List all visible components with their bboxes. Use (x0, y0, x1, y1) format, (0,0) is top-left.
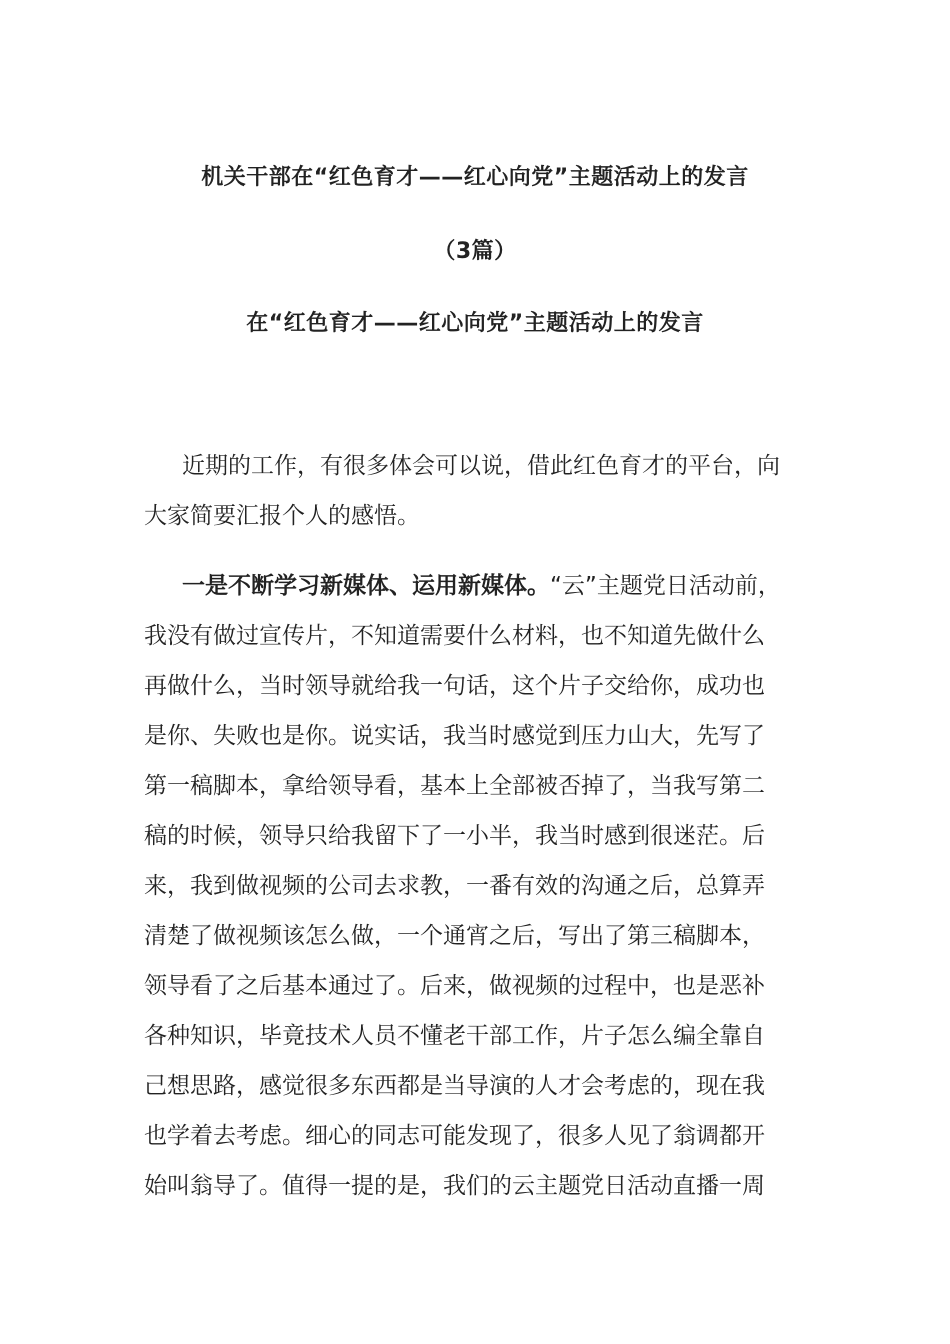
document-subtitle: 在“红色育才——红心向党”主题活动上的发言 (246, 311, 704, 336)
document-title: 机关干部在“红色育才——红心向党”主题活动上的发言 (201, 165, 749, 190)
paragraph-first-line (144, 561, 816, 611)
paragraph-line: 近期的工作，有很多体会可以说，借此红色育才的平台，向 (182, 453, 780, 479)
paragraph-intro (144, 441, 816, 541)
paragraph-line: 我没有做过宣传片，不知道需要什么材料，也不知道先做什么 (144, 623, 765, 649)
paragraph-line: 是你、失败也是你。说实话，我当时感觉到压力山大，先写了 (144, 723, 765, 749)
paragraph-line: 各种知识，毕竟技术人员不懂老干部工作，片子怎么编全靠自 (144, 1023, 765, 1049)
paragraph-line: 清楚了做视频该怎么做，一个通宵之后，写出了第三稿脚本， (144, 923, 765, 949)
document-title-count: （3篇） (433, 239, 517, 264)
paragraph-lead-rest: “云”主题党日活动前， (550, 573, 781, 599)
paragraph-line: 第一稿脚本，拿给领导看，基本上全部被否掉了，当我写第二 (144, 773, 765, 799)
paragraph-line: 领导看了之后基本通过了。后来，做视频的过程中，也是恶补 (144, 973, 765, 999)
paragraph-line: 也学着去考虑。细心的同志可能发现了，很多人见了翁调都开 (144, 1123, 765, 1149)
paragraph-line: 始叫翁导了。值得一提的是，我们的云主题党日活动直播一周 (144, 1173, 765, 1199)
paragraph-line: 稿的时候，领导只给我留下了一小半，我当时感到很迷茫。后 (144, 823, 765, 849)
paragraph-lead-bold: 一是不断学习新媒体、运用新媒体。 (182, 573, 550, 599)
paragraph-line: 大家简要汇报个人的感悟。 (144, 503, 420, 529)
paragraph-line: 己想思路，感觉很多东西都是当导演的人才会考虑的，现在我 (144, 1073, 765, 1099)
paragraph-line: 再做什么，当时领导就给我一句话，这个片子交给你，成功也 (144, 673, 765, 699)
paragraph-point-one (144, 561, 816, 1211)
paragraph-line: 来，我到做视频的公司去求教，一番有效的沟通之后，总算弄 (144, 873, 765, 899)
